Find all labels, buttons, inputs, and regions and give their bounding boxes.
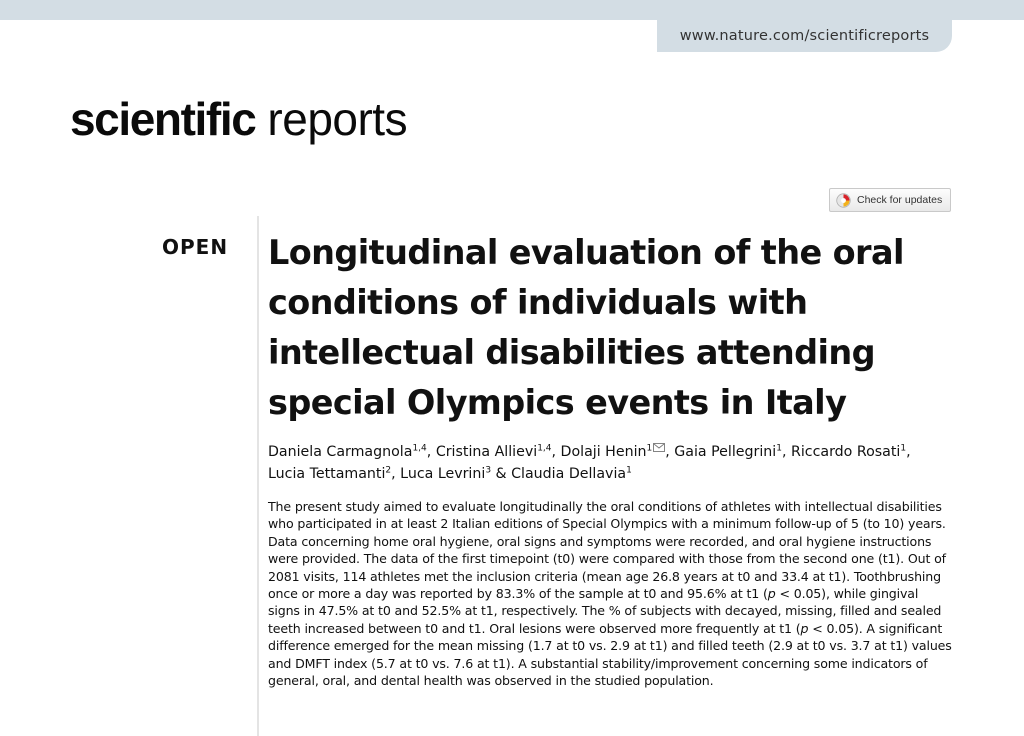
author-separator: , (665, 444, 675, 460)
check-for-updates-button[interactable] (829, 188, 951, 212)
abstract-text-2: < 0.05), while gingival signs in 47.5% at t0 and 52.5% at t1, respectively. The % of subjects with decayed, missing, filled and sealed teeth increased between t0 and t1. Oral lesions were observed more frequently at t1 ( (268, 586, 942, 636)
author-name: Gaia Pellegrini (674, 444, 777, 460)
author-name: Daniela Carmagnola (268, 444, 413, 460)
journal-logo (70, 92, 407, 146)
author-name: Dolaji Henin (560, 444, 647, 460)
author-name: Riccardo Rosati (791, 444, 901, 460)
journal-url[interactable]: www.nature.com/scientificreports (679, 28, 930, 44)
open-access-label: OPEN (162, 235, 229, 259)
author-separator: , (426, 444, 436, 460)
author-item[interactable] (511, 466, 632, 482)
author-affiliation: 1 (646, 443, 653, 454)
author-affiliation: 1 (626, 465, 632, 476)
author-item[interactable] (561, 444, 666, 460)
author-affiliation: 1 (900, 443, 907, 454)
author-list (268, 441, 968, 485)
author-separator: , (781, 444, 791, 460)
abstract-text-1: The present study aimed to evaluate longitudinally the oral conditions of athletes with intellectual disabilities who participated in at least 2 Italian editions of Special Olympics with a minimum follow-up of 5 (to 10) years. Data concerning home oral hygiene, oral signs and symptoms were recorded, and oral hygiene instructions were provided. The data of the first timepoint (t0) were compared with those from the second one (t1). Out of 2081 visits, 114 athletes met the inclusion criteria (mean age 26.8 years at t0 and 33.4 at t1). Toothbrushing once or more a day was reported by 83.3% of the sample at t0 and 95.6% at t1 ( (268, 499, 946, 602)
article-title: Longitudinal evaluation of the oral conditions of individuals with intellectual disabilities attending special Olympics events in Italy (268, 233, 904, 422)
email-icon[interactable] (653, 443, 665, 452)
author-separator: , (551, 444, 561, 460)
author-item[interactable] (268, 466, 391, 482)
author-name: Luca Levrini (400, 466, 486, 482)
author-name: Lucia Tettamanti (268, 466, 386, 482)
url-tab (657, 20, 952, 52)
author-affiliation: 1 (776, 443, 782, 454)
author-affiliation: 2 (385, 465, 392, 476)
logo-word-scientific: scientific (70, 93, 256, 145)
abstract-text-3: < 0.05). A significant difference emerged for the mean missing (1.7 at t0 vs. 2.9 at t1) and filled teeth (2.9 at t0 vs. 3.7 at t1) values and DMFT index (5.7 at t0 vs. 7.6 at t1). A substantial stability/improvement concerning some indicators of general, oral, and dental health was observed in the studied population. (268, 620, 952, 689)
author-item[interactable] (791, 444, 906, 460)
author-item[interactable] (674, 444, 782, 460)
top-banner (0, 0, 1024, 20)
check-updates-icon (836, 193, 851, 208)
author-affiliation: 3 (485, 465, 492, 476)
abstract (268, 498, 952, 689)
author-separator: , (391, 466, 401, 482)
logo-word-reports: reports (267, 93, 408, 145)
author-item[interactable] (436, 444, 552, 460)
author-separator: & (491, 466, 512, 482)
author-name: Cristina Allievi (435, 444, 538, 460)
author-name: Claudia Dellavia (511, 466, 627, 482)
author-affiliation: 1,4 (537, 443, 552, 454)
abstract-p-symbol: p (800, 620, 809, 636)
author-item[interactable] (400, 466, 491, 482)
author-item[interactable] (268, 444, 427, 460)
author-separator: , (906, 444, 911, 460)
author-affiliation: 1,4 (412, 443, 427, 454)
margin-divider (257, 216, 259, 736)
check-updates-label: Check for updates (857, 194, 943, 206)
abstract-p-symbol: p (767, 586, 776, 602)
